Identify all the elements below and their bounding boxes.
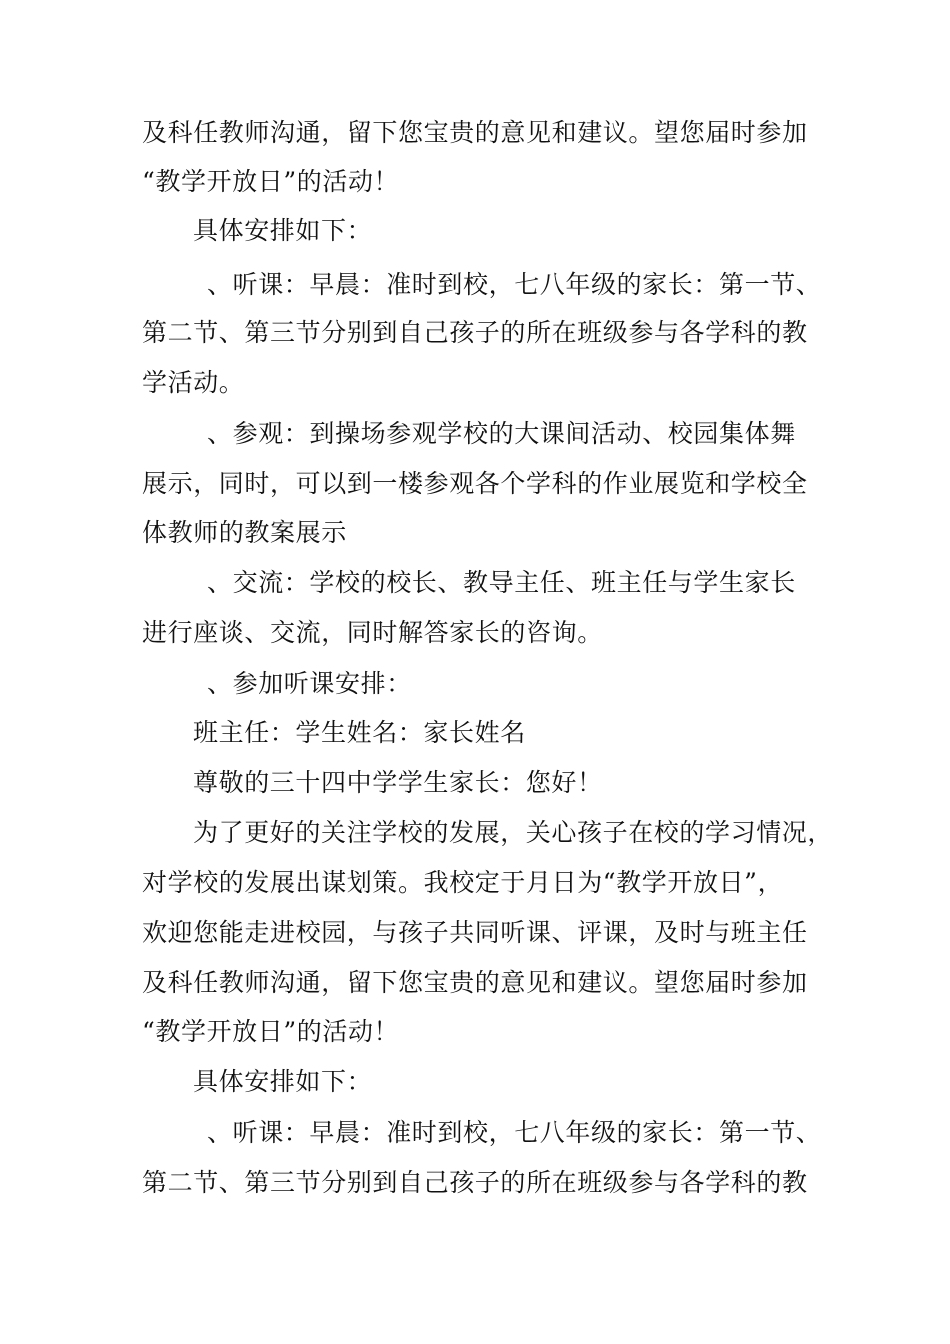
text-line: 展示，同时，可以到一楼参观各个学科的作业展览和学校全: [142, 469, 808, 498]
text-line: 第二节、第三节分别到自己孩子的所在班级参与各学科的教: [142, 1168, 808, 1197]
text-line: 、交流：学校的校长、教导主任、班主任与学生家长: [207, 568, 796, 597]
text-line: 及科任教师沟通，留下您宝贵的意见和建议。望您届时参加: [142, 118, 808, 147]
text-line: 及科任教师沟通，留下您宝贵的意见和建议。望您届时参加: [142, 968, 808, 997]
text-line: “教学开放日”的活动！: [142, 1017, 400, 1046]
text-line: 、参加听课安排：: [207, 669, 412, 698]
text-line: 进行座谈、交流，同时解答家长的咨询。: [142, 618, 603, 647]
text-line: 、参观：到操场参观学校的大课间活动、校园集体舞: [207, 419, 796, 448]
text-line: 具体安排如下：: [193, 216, 373, 245]
text-line: 学活动。: [142, 368, 245, 397]
text-line: 为了更好的关注学校的发展，关心孩子在校的学习情况，: [193, 818, 834, 847]
text-line: 体教师的教案展示: [142, 518, 347, 547]
text-line: 尊敬的三十四中学学生家长：您好！: [193, 768, 603, 797]
text-line: “教学开放日”的活动！: [142, 167, 400, 196]
text-line: 、听课：早晨：准时到校，七八年级的家长：第一节、: [207, 1118, 822, 1147]
text-line: 具体安排如下：: [193, 1067, 373, 1096]
text-line: 欢迎您能走进校园，与孩子共同听课、评课，及时与班主任: [142, 918, 808, 947]
text-line: 、听课：早晨：准时到校，七八年级的家长：第一节、: [207, 270, 822, 299]
text-line: 对学校的发展出谋划策。我校定于月日为“教学开放日”，: [142, 868, 784, 897]
text-line: 第二节、第三节分别到自己孩子的所在班级参与各学科的教: [142, 318, 808, 347]
text-line: 班主任：学生姓名：家长姓名: [193, 718, 526, 747]
